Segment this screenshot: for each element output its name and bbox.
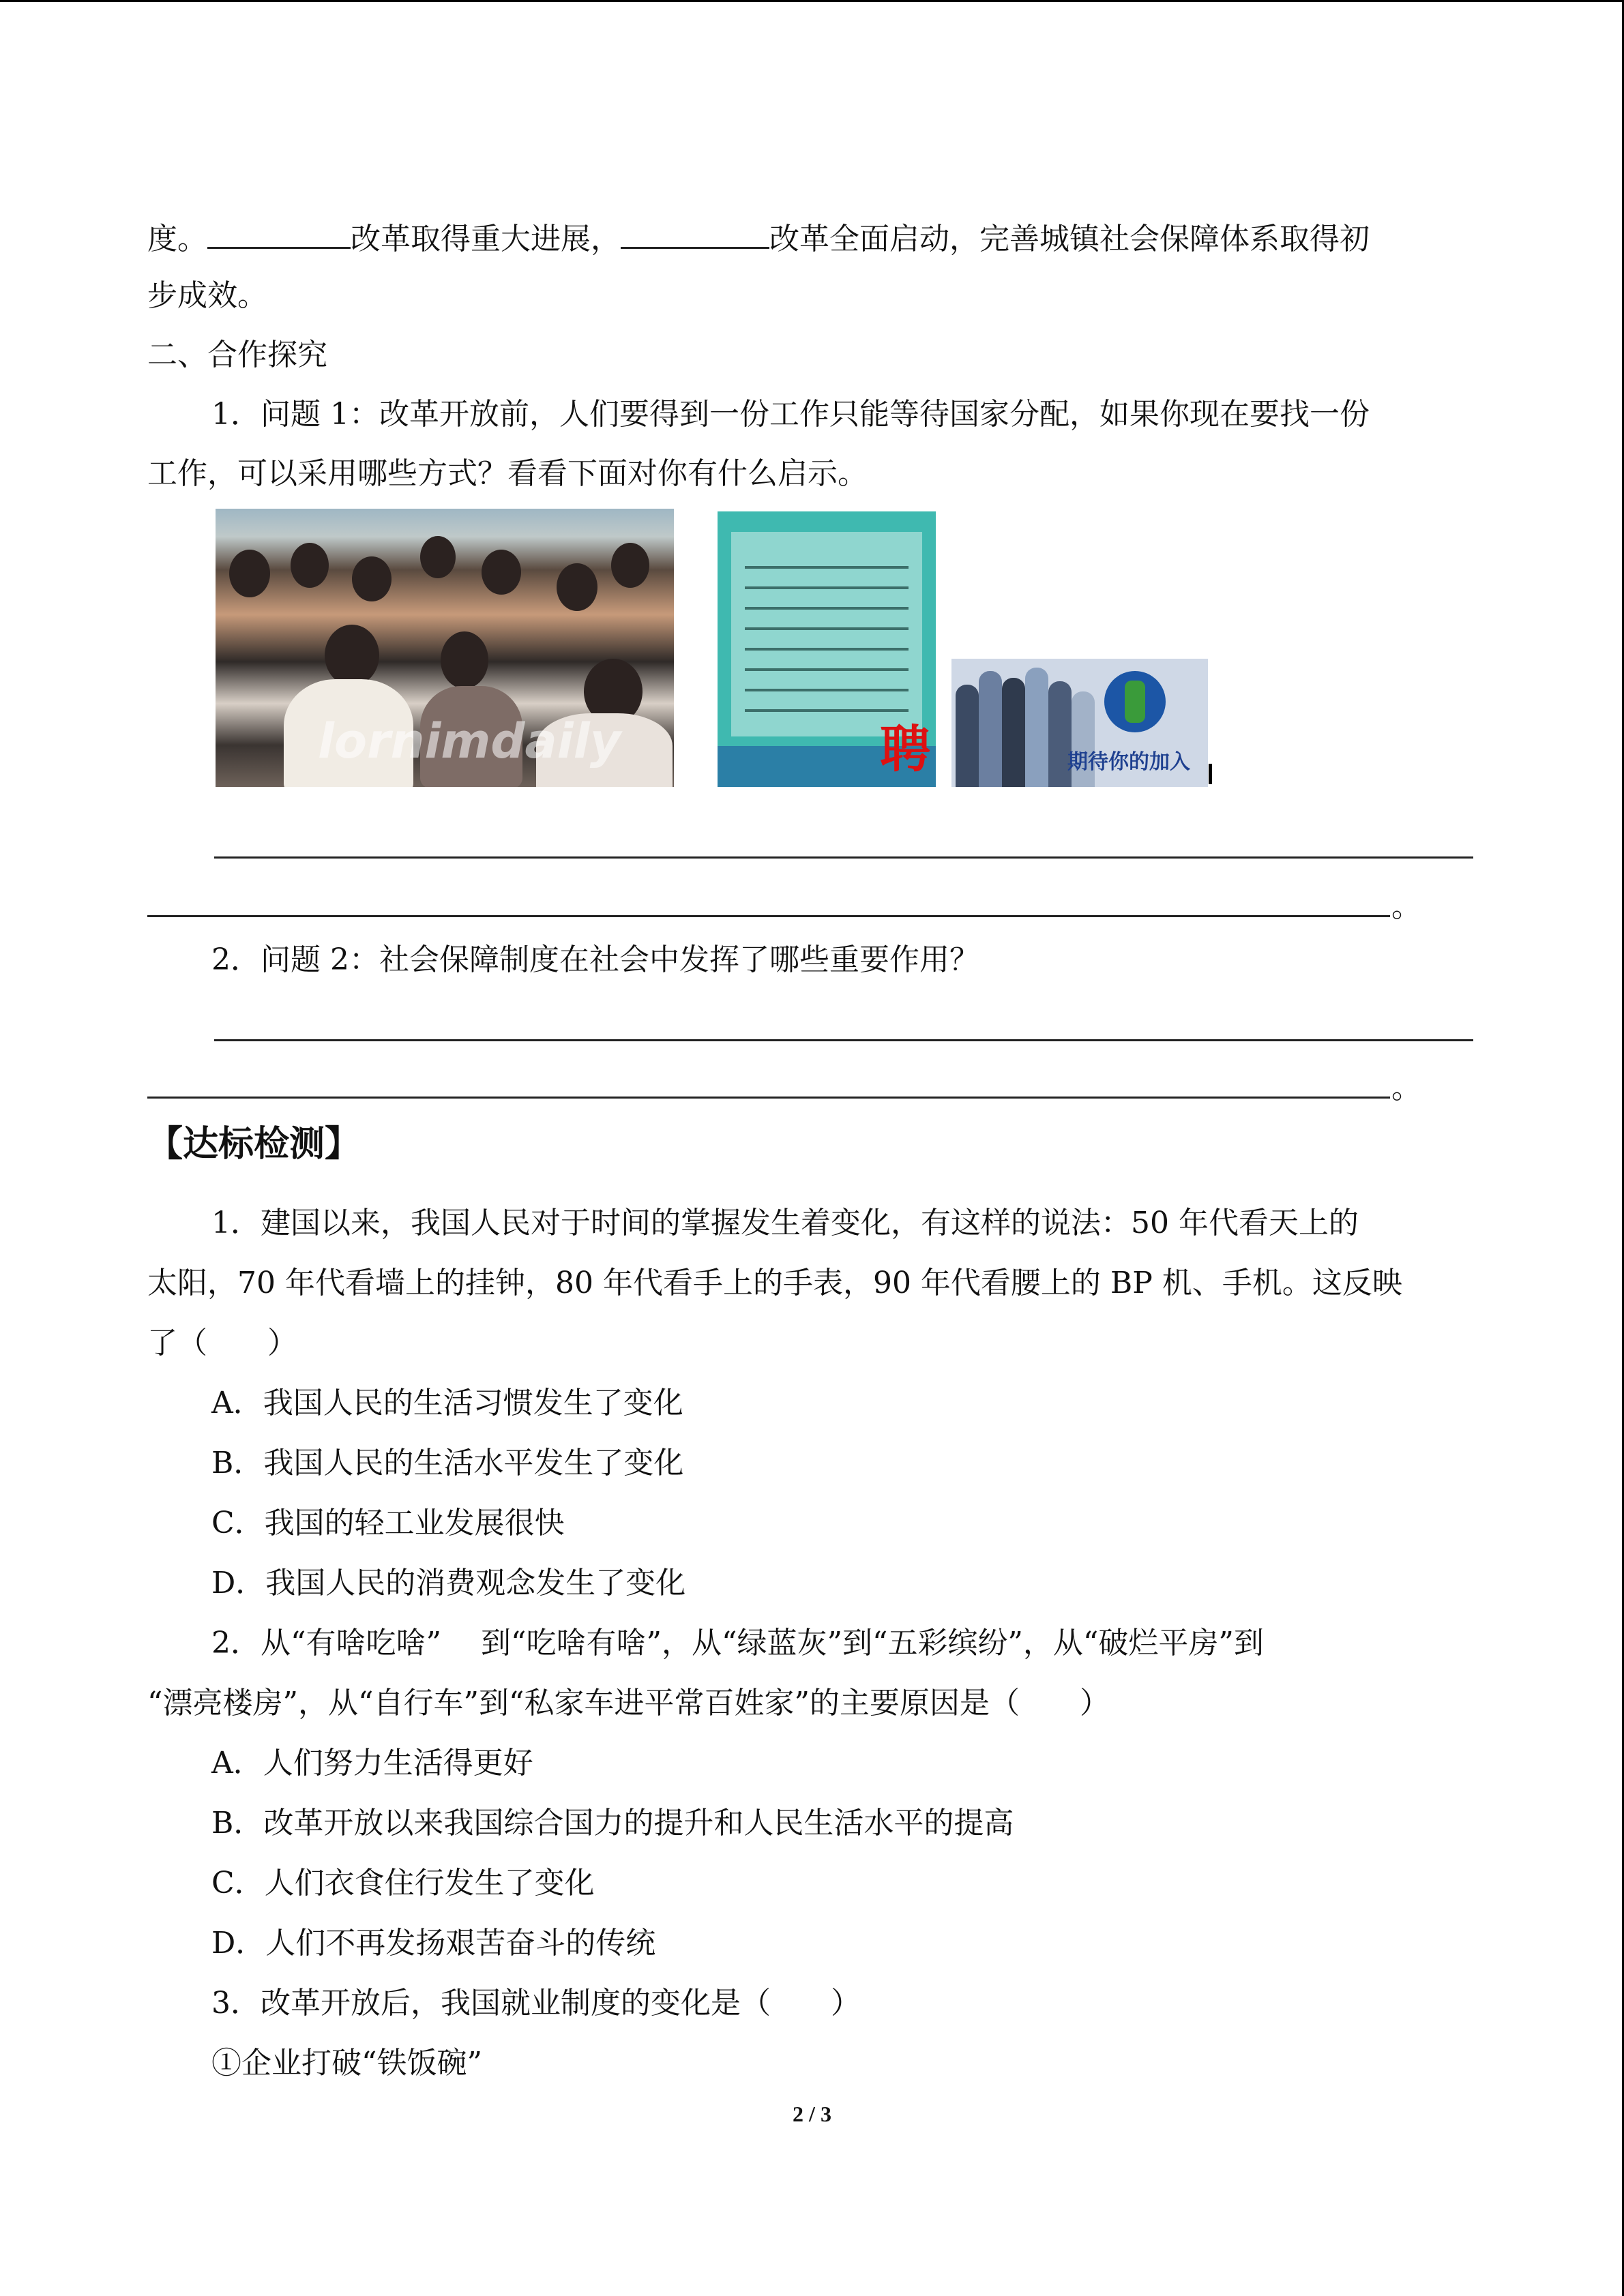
welcome-slogan: 期待你的加入 xyxy=(1067,750,1190,774)
q1-line-2: 工作，可以采用哪些方式？看看下面对你有什么启示。 xyxy=(147,456,868,491)
fill-blank-1[interactable] xyxy=(207,215,351,249)
fill-blank-2[interactable] xyxy=(621,215,769,249)
fill-mid-text: 改革取得重大进展， xyxy=(351,222,621,256)
q1-answer-period: 。 xyxy=(1391,889,1421,924)
test-q2-option-c[interactable]: C．人们衣食住行发生了变化 xyxy=(211,1866,595,1900)
test-q1-line-3: 了（ ） xyxy=(147,1326,297,1360)
q2-answer-line-2[interactable] xyxy=(147,1097,1390,1099)
fill-line-2: 步成效。 xyxy=(147,278,267,313)
test-q1-option-b[interactable]: B．我国人民的生活水平发生了变化 xyxy=(211,1446,684,1480)
page-number: 2 / 3 xyxy=(793,2102,831,2126)
q2-answer-period: 。 xyxy=(1391,1071,1421,1105)
fill-end-text: 改革全面启动，完善城镇社会保障体系取得初 xyxy=(769,222,1370,256)
test-q1-option-d[interactable]: D．我国人民的消费观念发生了变化 xyxy=(211,1566,686,1600)
test-section-title: 【达标检测】 xyxy=(147,1124,361,1165)
test-q3-line-1: 3．改革开放后，我国就业制度的变化是（ ） xyxy=(211,1986,861,2021)
test-q2-line-1: 2．从“有啥吃啥” 到“吃啥有啥”，从“绿蓝灰”到“五彩缤纷”，从“破烂平房”到 xyxy=(211,1626,1264,1660)
recruitment-poster-image xyxy=(718,511,936,787)
recruit-character: 聘 xyxy=(880,720,930,779)
page-border-top xyxy=(0,0,1624,2)
fill-line-1 xyxy=(147,215,1370,260)
test-q1-option-a[interactable]: A．我国人民的生活习惯发生了变化 xyxy=(211,1386,683,1420)
test-q2-option-b[interactable]: B．改革开放以来我国综合国力的提升和人民生活水平的提高 xyxy=(211,1806,1014,1840)
q1-line-1: 1．问题 1：改革开放前，人们要得到一份工作只能等待国家分配，如果你现在要找一份 xyxy=(211,397,1370,432)
photo-watermark: lornimdaily xyxy=(318,713,621,769)
job-fair-crowd-photo xyxy=(216,509,674,787)
test-q2-line-2: “漂亮楼房”，从“自行车”到“私家车进平常百姓家”的主要原因是（ ） xyxy=(147,1686,1110,1720)
team-welcome-photo xyxy=(951,659,1208,787)
cooperation-heading: 二、合作探究 xyxy=(147,338,327,372)
test-q1-line-2: 太阳，70 年代看墙上的挂钟，80 年代看手上的手表，90 年代看腰上的 BP 机、手机。这反映 xyxy=(147,1266,1402,1300)
test-q2-option-a[interactable]: A．人们努力生活得更好 xyxy=(211,1746,533,1780)
q2-question: 2．问题 2：社会保障制度在社会中发挥了哪些重要作用？ xyxy=(211,942,979,977)
q1-answer-line-2[interactable] xyxy=(147,915,1390,917)
image-edge-mark xyxy=(1209,764,1212,784)
test-q1-line-1: 1．建国以来，我国人民对于时间的掌握发生着变化，有这样的说法：50 年代看天上的 xyxy=(211,1206,1359,1240)
q2-answer-line-1[interactable] xyxy=(214,1039,1473,1041)
company-logo xyxy=(1104,671,1166,732)
q1-answer-line-1[interactable] xyxy=(214,856,1473,859)
fill-start-text: 度。 xyxy=(147,222,207,256)
test-q2-option-d[interactable]: D．人们不再发扬艰苦奋斗的传统 xyxy=(211,1926,656,1960)
test-q1-option-c[interactable]: C．我国的轻工业发展很快 xyxy=(211,1506,565,1540)
test-q3-item-1: ①企业打破“铁饭碗” xyxy=(211,2046,482,2081)
